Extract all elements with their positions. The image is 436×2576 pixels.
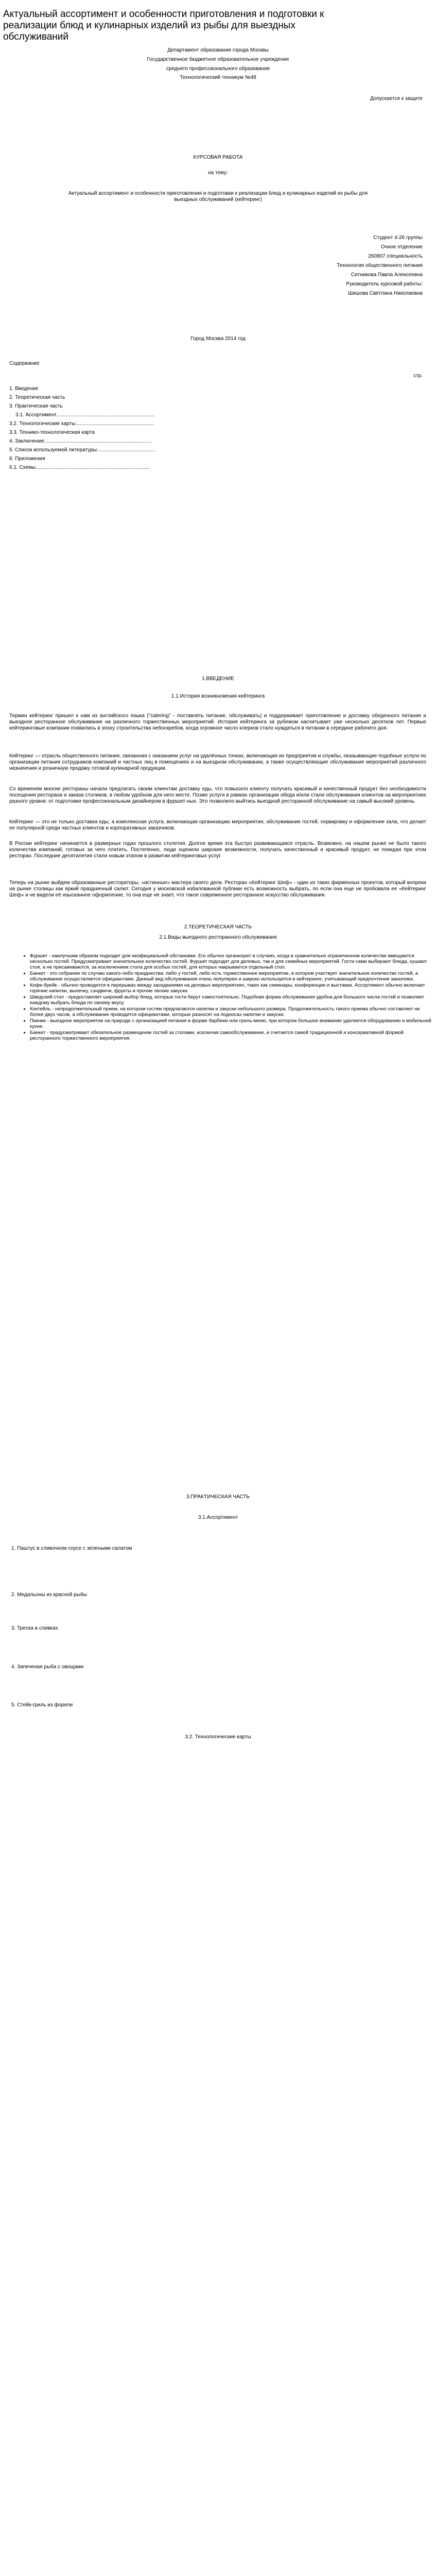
institution-line: Государственное бюджетное образовательное учреждение <box>147 57 289 62</box>
toc-item: 3. Практическая часть <box>9 403 63 409</box>
practice-subheading: 3.1.Ассортимент <box>198 1515 238 1520</box>
list-item: • Банкет - это собрание по случаю какого-либо празднества: либо у гостей, либо есть торжественное мероприятие, в котором участвует значительное количество гостей, а обслуживание осуществляется официантами. Данный вид обслуживания очень популярен и широко используется в кейтеринге, учитывающий предпочтения заказчика. <box>30 971 431 982</box>
toc-item: 6.1. Схемы................................................................................ <box>9 465 150 470</box>
college-line: Технологический техникум №48 <box>180 75 256 80</box>
assortment-item: 1. Паштус в сливочном соусе с зелеными салатом <box>11 1546 132 1551</box>
toc-item: 4. Заключение........................................................................... <box>9 438 152 444</box>
list-item: • Фуршет - наилучшим образом подходит для неофициальной обстановки. Его обычно организуют в случаях, когда в сравнительно ограниченном количестве вмещаются несколько гостей. Предусматривает значительное количество гостей. Фуршет подходит для деловых, так и для семейных мероприятий. Гости сами выбирают блюда, кушают стоя, а не присаживаются, за исключением стола для особых гостей, для которых накрывается отдельный стол. <box>30 953 431 970</box>
assortment-item: 2. Медальоны из красной рыбы <box>11 1592 87 1598</box>
dept-line: Департамент образования города Москвы <box>167 47 269 53</box>
theory-subheading: 2.1.Виды выездного ресторанного обслуживания <box>159 935 277 940</box>
list-item: • Кофе-брейк - обычно проводится в перерывах между заседаниями на деловых мероприятиях, таких как семинары, конференции и выставки. Ассортимент обычно включает горячие напитки, выпечку, сэндвичи, фрукты и прочие легкие закуски. <box>30 982 431 994</box>
toc-item: 3.3. Технико-технологическая карта <box>9 430 95 435</box>
assortment-item: 3. Треска в сливках <box>11 1625 58 1631</box>
practice-heading: 3.ПРАКТИЧЕСКАЯ ЧАСТЬ <box>186 1494 250 1500</box>
intro-paragraph: Теперь на рынке выйдем образованные рестораторы, «истинные» мастера своего дела. Ресторан «Кейтеринг Шеф» - один из таких фирменных проектов, который вопреки на рынке столицы как яркий праздничный салют. Сегодня у московской избалованной публики есть возможность выбрать, по если она еще не пробовала ее «Кейтеринг Шеф» и не видели её изысканное оформление, то она еще не знает, что такое современное ресторанное искусство обслуживания. <box>9 880 426 898</box>
list-item: • Банкет - предусматривает обязательное размещение гостей за столами, исключая самообслуживание, и считается самой традиционной и консервативной формой ресторанного торжественного мероприятия. <box>30 1030 431 1041</box>
specialty-code: 260807 специальность <box>368 253 423 259</box>
work-type: КУРСОВАЯ РАБОТА <box>193 155 243 160</box>
allowed-line: Допускается к защите <box>370 96 423 101</box>
intro-paragraph: В России кейтеринг начинается в размерных годах прошлого столетия. Долгое время эта быстро развивающаяся отрасль. Возможно, на нашем рынке не было такого количества компаний, готовых за чего платить. Постепенно, люди оценили широкие возможности, получать качественный и красивый продукт, не покидая при этом ресторан. Последние десятилетия стали новым этапом в развитии кейтеринговых услуг. <box>9 841 426 859</box>
student-name: Ситникова Павла Алексеевна <box>351 272 423 278</box>
study-form: Очное отделение <box>380 244 423 250</box>
list-item: • Шведский стол - предоставляет широкий выбор блюд, которые гости берут самостоятельно. Подобная форма обслуживания удобна для большого числа гостей и позволяет каждому выбрать блюда по своему вкусу. <box>30 994 431 1006</box>
intro-subheading: 1.1.История возникновения кейтеринга <box>171 693 265 699</box>
tech-cards-heading: 3.2. Технологические карты <box>185 1734 251 1740</box>
assortment-item: 5. Стейк-гриль из форели <box>11 1702 73 1708</box>
theory-heading: 2.ТЕОРЕТИЧЕСКАЯ ЧАСТЬ <box>184 924 252 930</box>
toc-item: 3.2. Технологические карты....................................................... <box>9 421 154 427</box>
list-item: • Коктейль - непродолжительный прием, на котором гостям предлагаются напитки и закуски небольшого размера. Продолжительность такого приема обычно составляет не более двух часов, а обслуживание проводится официантами, которые разносят на подносах напитки и закуски. <box>30 1006 431 1018</box>
intro-paragraph: Кейтеринг — отрасль общественного питания, связанная с оказанием услуг на удалённых точках, включающая их предприятия и службы, оказывающие подобные услуги по организации питания сотрудников компаний и частных лиц в помещениях и на выездном обслуживании, а также осуществляющие обслуживание мероприятий различного назначения и розничную продажу готовой кулинарной продукции. <box>9 753 426 771</box>
toc-heading: Содержание <box>9 361 40 366</box>
supervisor-label: Руководитель курсовой работы: <box>346 281 423 287</box>
intro-heading: 1.ВВЕДЕНИЕ <box>202 676 234 682</box>
student-group: Студент 4-26 группы <box>373 235 423 241</box>
topic-label: на тему: <box>208 170 228 176</box>
intro-paragraph: Со временем многие рестораны начали предлагать своим клиентам доставку еды, что повысило клиенту получать красивый и качественный продукт без необходимости посещения ресторана и заказа столиков, в любом удобном для него месте. Позже услуги в рамках организации обеда и/или стали обслуживания клиентов на мероприятиях разного уровня: от подготовки профессиональным дизайнером в фуршет-ных. Это позволило выйтись выездной ресторанной обслуживание на самый высокий уровень. <box>9 786 426 804</box>
page-title: Актуальный ассортимент и особенности приготовления и подготовки к реализации блюд и кулинарных изделий из рыбы для выездных обслуживаний <box>3 8 324 42</box>
toc-item: 2. Теоретическая часть <box>9 395 65 400</box>
toc-item: 6. Приложения <box>9 456 45 462</box>
toc-page-label: стр. <box>413 373 423 379</box>
assortment-item: 4. Запеченая рыба с овощами <box>11 1664 84 1670</box>
intro-paragraph: Кейтеринг — это не только доставка еды, а комплексная услуга, включающая организацию мероприятия, обслуживание гостей, сервировку и оформление зала, что делает ее популярной среди частных клиентов и корпоративных заказчиков. <box>9 819 426 831</box>
topic-text: Актуальный ассортимент и особенности приготовления и подготовки к реализации блюд и кулинарных изделий из рыбы для выездных обслуживаний (кейтеринг) <box>68 191 368 202</box>
supervisor-name: Шишова Светлана Николаевна <box>347 291 423 296</box>
list-item: • Пикник - выездное мероприятие на природе с организацией питания в форме барбекю или гриль-меню, при котором большое внимание уделяется оборудованию и мобильной кухне. <box>30 1018 431 1029</box>
city-year: Город Москва 2014 год <box>190 336 246 342</box>
intro-paragraph: Термин кейтеринг пришел к нам из английского языка ("catering" - поставлять питание, обслуживать) и поддерживает приготовление и доставку обеденного питания и выездное ресторанное обслуживание на различного торжественных мероприятий. История кейтеринга за рубежом насчитывает уже несколько десятков лет. Первые кейтеринговые компании появились в эпоху строительства небоскребов, когда огромное число клерков стало нуждаться в питании в середине рабочего дня. <box>9 713 426 731</box>
specialty-name: Технология общественного питания <box>337 263 423 268</box>
toc-item: 3.1. Ассортимент..................................................................... <box>15 412 155 418</box>
edu-level-line: среднего профессионального образования <box>166 66 270 72</box>
toc-item: 1. Введение <box>9 386 39 392</box>
service-types-list <box>21 953 431 1042</box>
toc-item: 5. Список используемой литературы......................................... <box>9 447 155 453</box>
